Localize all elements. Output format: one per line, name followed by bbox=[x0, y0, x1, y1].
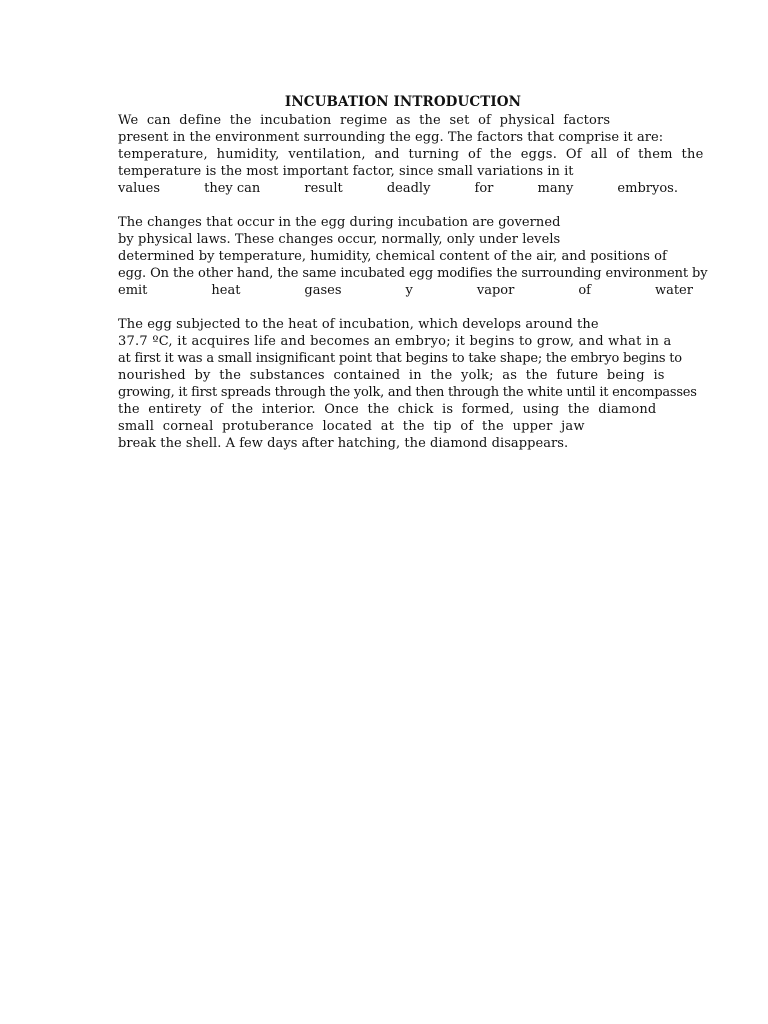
text-line bbox=[118, 180, 678, 197]
word: result bbox=[304, 181, 343, 196]
text-line: growing, it first spreads through the yolk, and then through the white until it encompasses bbox=[118, 385, 697, 400]
word: emit bbox=[118, 283, 148, 298]
word: many bbox=[537, 181, 574, 196]
document-title: INCUBATION INTRODUCTION bbox=[284, 94, 522, 110]
text-line: at first it was a small insignificant point that begins to take shape; the embryo begins to bbox=[118, 351, 682, 366]
word: heat bbox=[211, 283, 241, 298]
text-line: egg. On the other hand, the same incubated egg modifies the surrounding environment by bbox=[118, 266, 708, 281]
text-line: present in the environment surrounding the egg. The factors that comprise it are: bbox=[118, 130, 664, 145]
word: gases bbox=[304, 283, 342, 298]
text-line: by physical laws. These changes occur, normally, only under levels bbox=[118, 232, 561, 247]
word: they can bbox=[204, 181, 261, 196]
text-line: 37.7 ºC, it acquires life and becomes an embryo; it begins to grow, and what in a bbox=[118, 334, 672, 349]
word: deadly bbox=[386, 181, 431, 196]
text-line: temperature is the most important factor, since small variations in it bbox=[118, 164, 574, 179]
text-line: the entirety of the interior. Once the chick is formed, using the diamond bbox=[118, 402, 657, 417]
text-line: temperature, humidity, ventilation, and turning of the eggs. Of all of them the bbox=[118, 147, 704, 162]
word: water bbox=[654, 283, 693, 298]
word: embryos. bbox=[617, 181, 678, 196]
word: y bbox=[405, 283, 413, 298]
word: values bbox=[118, 181, 160, 196]
text-line: The changes that occur in the egg during incubation are governed bbox=[118, 215, 561, 230]
text-line: break the shell. A few days after hatching, the diamond disappears. bbox=[118, 436, 569, 451]
text-line bbox=[118, 282, 693, 299]
text-line: small corneal protuberance located at the tip of the upper jaw bbox=[118, 419, 585, 434]
text-line: nourished by the substances contained in the yolk; as the future being is bbox=[118, 368, 665, 383]
text-line: The egg subjected to the heat of incubation, which develops around the bbox=[118, 317, 599, 332]
word: for bbox=[474, 181, 494, 196]
text-line: We can define the incubation regime as the set of physical factors bbox=[118, 113, 611, 128]
text-line: determined by temperature, humidity, chemical content of the air, and positions of bbox=[118, 249, 667, 264]
word: of bbox=[578, 283, 591, 298]
word: vapor bbox=[476, 283, 515, 298]
